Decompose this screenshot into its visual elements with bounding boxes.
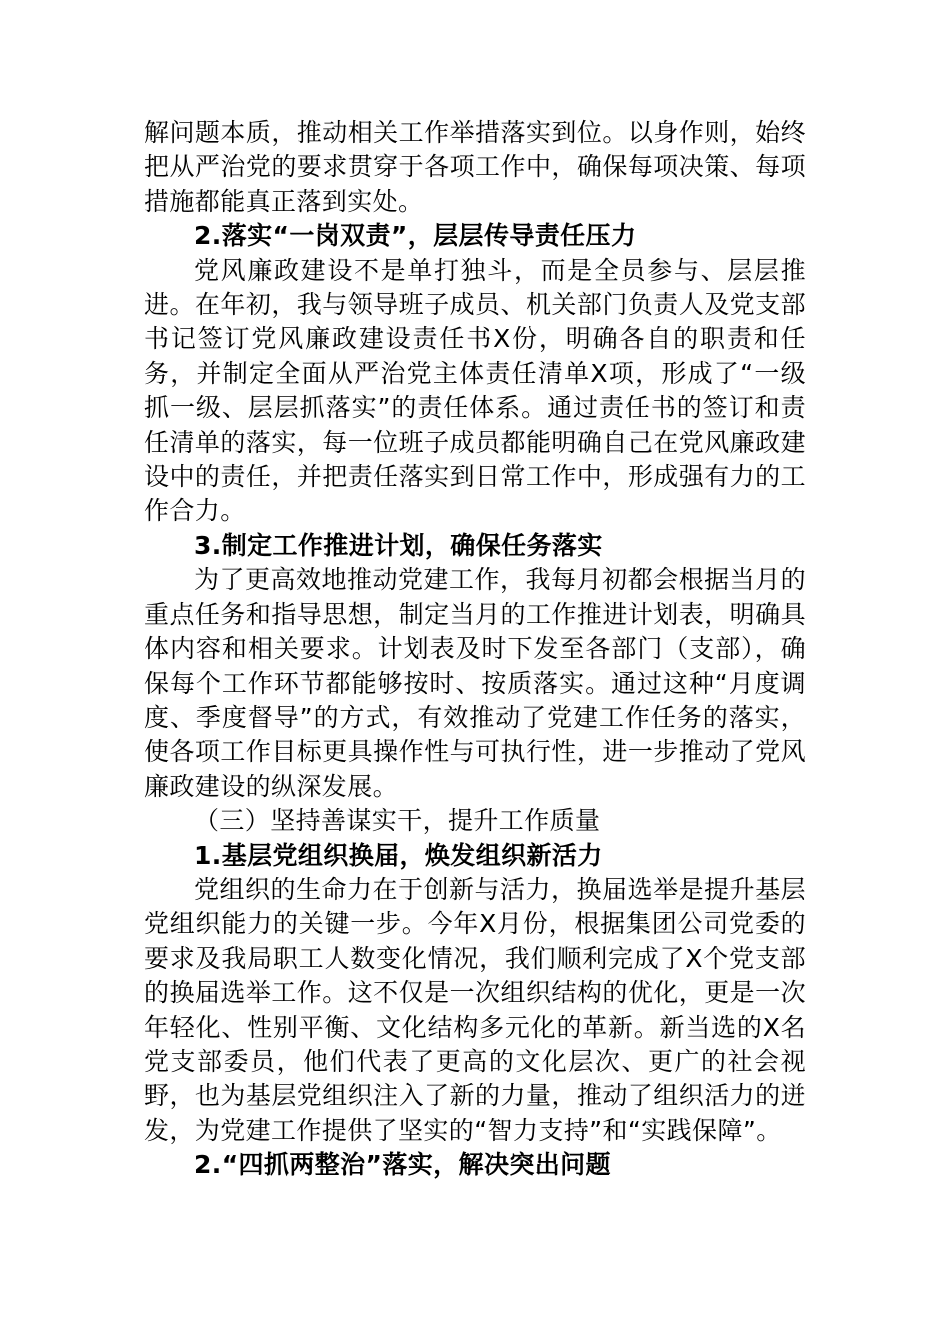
section-heading: 2.“四抓两整治”落实，解决突出问题 xyxy=(194,1150,611,1180)
body-paragraph: 为了更高效地推动党建工作，我每月初都会根据当月的重点任务和指导思想，制定当月的工作推进计划表，明确具体内容和相关要求。计划表及时下发至各部门（支部），确保每个工作环节都能够按时、按质落实。通过这种“月度调度、季度督导”的方式，有效推动了党建工作任务的落实，使各项工作目标更具操作性与可执行性，进一步推动了党风廉政建设的纵深发展。 xyxy=(144,565,806,801)
body-paragraph: 解问题本质，推动相关工作举措落实到位。以身作则，始终把从严治党的要求贯穿于各项工作中，确保每项决策、每项措施都能真正落到实处。 xyxy=(144,118,806,216)
section-heading: 1.基层党组织换届，焕发组织新活力 xyxy=(194,840,603,870)
body-paragraph: 党风廉政建设不是单打独斗，而是全员参与、层层推进。在年初，我与领导班子成员、机关部门负责人及党支部书记签订党风廉政建设责任书X份，明确各自的职责和任务，并制定全面从严治党主体责任清单X项，形成了“一级抓一级、层层抓落实”的责任体系。通过责任书的签订和责任清单的落实，每一位班子成员都能明确自己在党风廉政建设中的责任，并把责任落实到日常工作中，形成强有力的工作合力。 xyxy=(144,255,806,526)
subsection-heading: （三）坚持善谋实干，提升工作质量 xyxy=(194,806,601,836)
section-heading: 2.落实“一岗双责”，层层传导责任压力 xyxy=(194,221,637,251)
body-paragraph: 党组织的生命力在于创新与活力，换届选举是提升基层党组织能力的关键一步。今年X月份，根据集团公司党委的要求及我局职工人数变化情况，我们顺利完成了X个党支部的换届选举工作。这不仅是一次组织结构的优化，更是一次年轻化、性别平衡、文化结构多元化的革新。新当选的X名党支部委员，他们代表了更高的文化层次、更广的社会视野，也为基层党组织注入了新的力量，推动了组织活力的迸发，为党建工作提供了坚实的“智力支持”和“实践保障”。 xyxy=(144,874,806,1145)
section-heading: 3.制定工作推进计划，确保任务落实 xyxy=(194,530,603,560)
document-page xyxy=(144,116,806,1183)
